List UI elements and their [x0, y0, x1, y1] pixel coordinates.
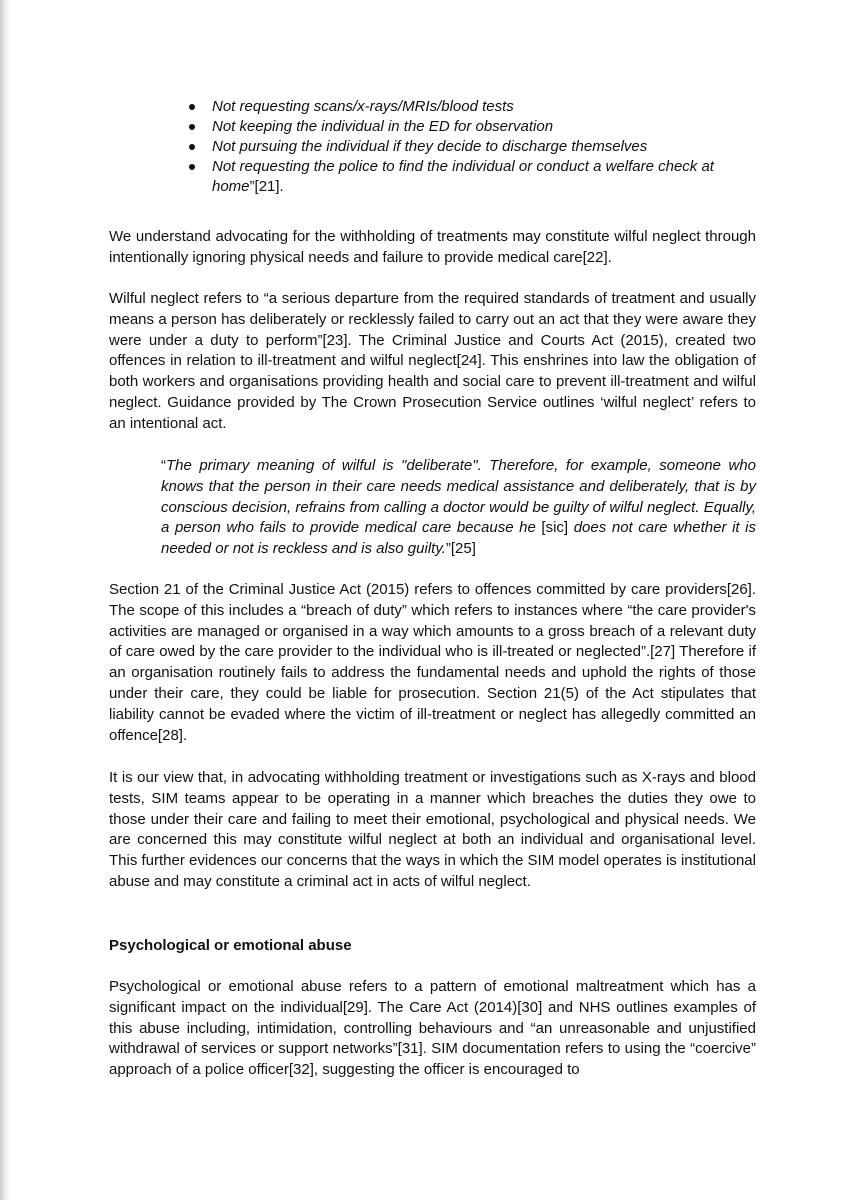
quote-close-reference: ”[25]: [445, 540, 476, 558]
block-quote: [161, 456, 756, 560]
paragraph-psychological-abuse: Psychological or emotional abuse refers to a pattern of emotional maltreatment which has a significant impact on the individual[29]. The Care Act (2014)[30] and NHS outlines examples of this abuse including, intimidation, controlling behaviours and “an unreasonable and unjustified withdrawal of services or support networks”[31]. SIM documentation refers to using the “coercive” approach of a police officer[32], suggesting the officer is encouraged to: [109, 978, 756, 1079]
quote-text-part1: The primary meaning of wilful is "deliberate". Therefore, for example, someone who knows that the person in their care needs medical assistance and deliberately, that is by conscious decision, refrains from calling a doctor would be guilty of wilful neglect. Equally, a person who fails to provide medical care because he: [161, 457, 756, 537]
list-item: Not requesting scans/x-rays/MRIs/blood tests: [189, 97, 744, 117]
page-edge-shadow: [0, 0, 10, 1200]
section-heading: Psychological or emotional abuse: [109, 937, 352, 954]
reference-marker: [21].: [254, 178, 284, 195]
list-item: Not keeping the individual in the ED for observation: [189, 117, 744, 137]
paragraph-section-21: Section 21 of the Criminal Justice Act (2015) refers to offences committed by care providers[26]. The scope of this includes a “breach of duty” which refers to instances where “the care provider's activities are managed or organised in a way which amounts to a gross breach of a relevant duty of care owed by the care provider to the individual who is ill-treated or neglected”.[27] Therefore if an organisation routinely fails to address the fundamental needs and uphold the rights of those under their care, they could be liable for prosecution. Section 21(5) of the Act stipulates that liability cannot be evaded where the victim of ill-treatment or neglect has allegedly committed an offence[28].: [109, 581, 756, 744]
bullet-icon: [189, 124, 195, 130]
bullet-list: [189, 97, 744, 197]
bullet-icon: [189, 144, 195, 150]
bullet-icon: [189, 104, 195, 110]
quote-open-mark: “: [161, 457, 166, 474]
paragraph-wilful-neglect-definition: Wilful neglect refers to “a serious departure from the required standards of treatment and usually means a person has deliberately or recklessly failed to carry out an act that they were aware they were under a duty to perform”[23]. The Criminal Justice and Courts Act (2015), created two offences in relation to ill-treatment and wilful neglect[24]. This enshrines into law the obligation of both workers and organisations providing health and social care to prevent ill-treatment and wilful neglect. Guidance provided by The Crown Prosecution Service outlines ‘wilful neglect’ refers to an intentional act.: [109, 290, 756, 432]
bullet-icon: [189, 164, 195, 170]
quote-sic: [sic]: [535, 519, 574, 537]
list-item: Not pursuing the individual if they decide to discharge themselves: [189, 137, 744, 157]
closing-quote: ”: [249, 178, 255, 195]
list-item: Not requesting the police to find the individual or conduct a welfare check at home”[21].: [189, 157, 744, 197]
paragraph-sim-view: It is our view that, in advocating withholding treatment or investigations such as X-rays and blood tests, SIM teams appear to be operating in a manner which breaches the duties they owe to those under their care and failing to meet their emotional, psychological and physical needs. We are concerned this may constitute wilful neglect at both an individual and organisational level. This further evidences our concerns that the ways in which the SIM model operates is institutional abuse and may constitute a criminal act in acts of wilful neglect.: [109, 769, 756, 890]
quote-text-part2: does not care whether it is needed or not is reckless and is also guilty.: [161, 519, 757, 558]
paragraph-wilful-neglect-intro: We understand advocating for the withholding of treatments may constitute wilful neglect through intentionally ignoring physical needs and failure to provide medical care[22].: [109, 228, 756, 266]
